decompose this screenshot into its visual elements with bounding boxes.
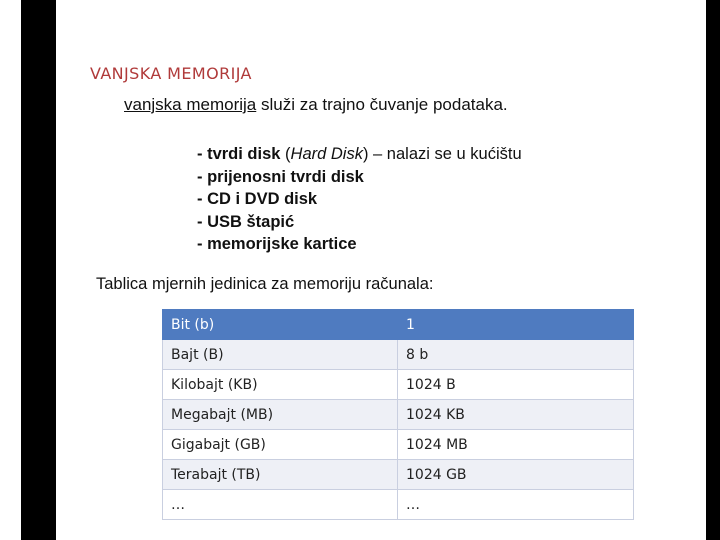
table-row <box>163 430 634 460</box>
table-cell: 1024 B <box>398 370 634 400</box>
table-row <box>163 400 634 430</box>
table-row <box>163 490 634 520</box>
table-row <box>163 370 634 400</box>
storage-item-portable-disk: - prijenosni tvrdi disk <box>197 167 364 186</box>
table-caption: Tablica mjernih jedinica za memoriju računala: <box>96 275 434 293</box>
table-row <box>163 340 634 370</box>
table-cell: Gigabajt (GB) <box>163 430 398 460</box>
table-header-cell: 1 <box>398 310 634 340</box>
table-cell: 1024 MB <box>398 430 634 460</box>
storage-item-usb: - USB štapić <box>197 212 295 231</box>
intro-sentence <box>124 95 508 115</box>
table-cell: 1024 GB <box>398 460 634 490</box>
slide-title: VANJSKA MEMORIJA <box>90 64 252 83</box>
storage-list <box>197 143 522 256</box>
storage-item-cd-dvd: - CD i DVD disk <box>197 190 318 208</box>
table-cell: Megabajt (MB) <box>163 400 398 430</box>
table-cell: … <box>398 490 634 520</box>
table-header-row <box>163 310 634 340</box>
table-cell: Terabajt (TB) <box>163 460 398 490</box>
table-cell: 8 b <box>398 340 634 370</box>
table-cell: Kilobajt (KB) <box>163 370 398 400</box>
storage-item-hard-disk: - tvrdi disk (Hard Disk) – nalazi se u kućištu <box>197 145 522 163</box>
table-header-cell: Bit (b) <box>163 310 398 340</box>
right-decor-bar <box>706 0 720 540</box>
left-decor-bar <box>21 0 56 540</box>
intro-term: vanjska memorija <box>124 95 257 114</box>
table-cell: 1024 KB <box>398 400 634 430</box>
table-row <box>163 460 634 490</box>
units-table <box>162 309 634 520</box>
table-cell: … <box>163 490 398 520</box>
storage-item-memory-cards: - memorijske kartice <box>197 235 357 253</box>
intro-rest: služi za trajno čuvanje podataka. <box>256 95 508 114</box>
table-cell: Bajt (B) <box>163 340 398 370</box>
